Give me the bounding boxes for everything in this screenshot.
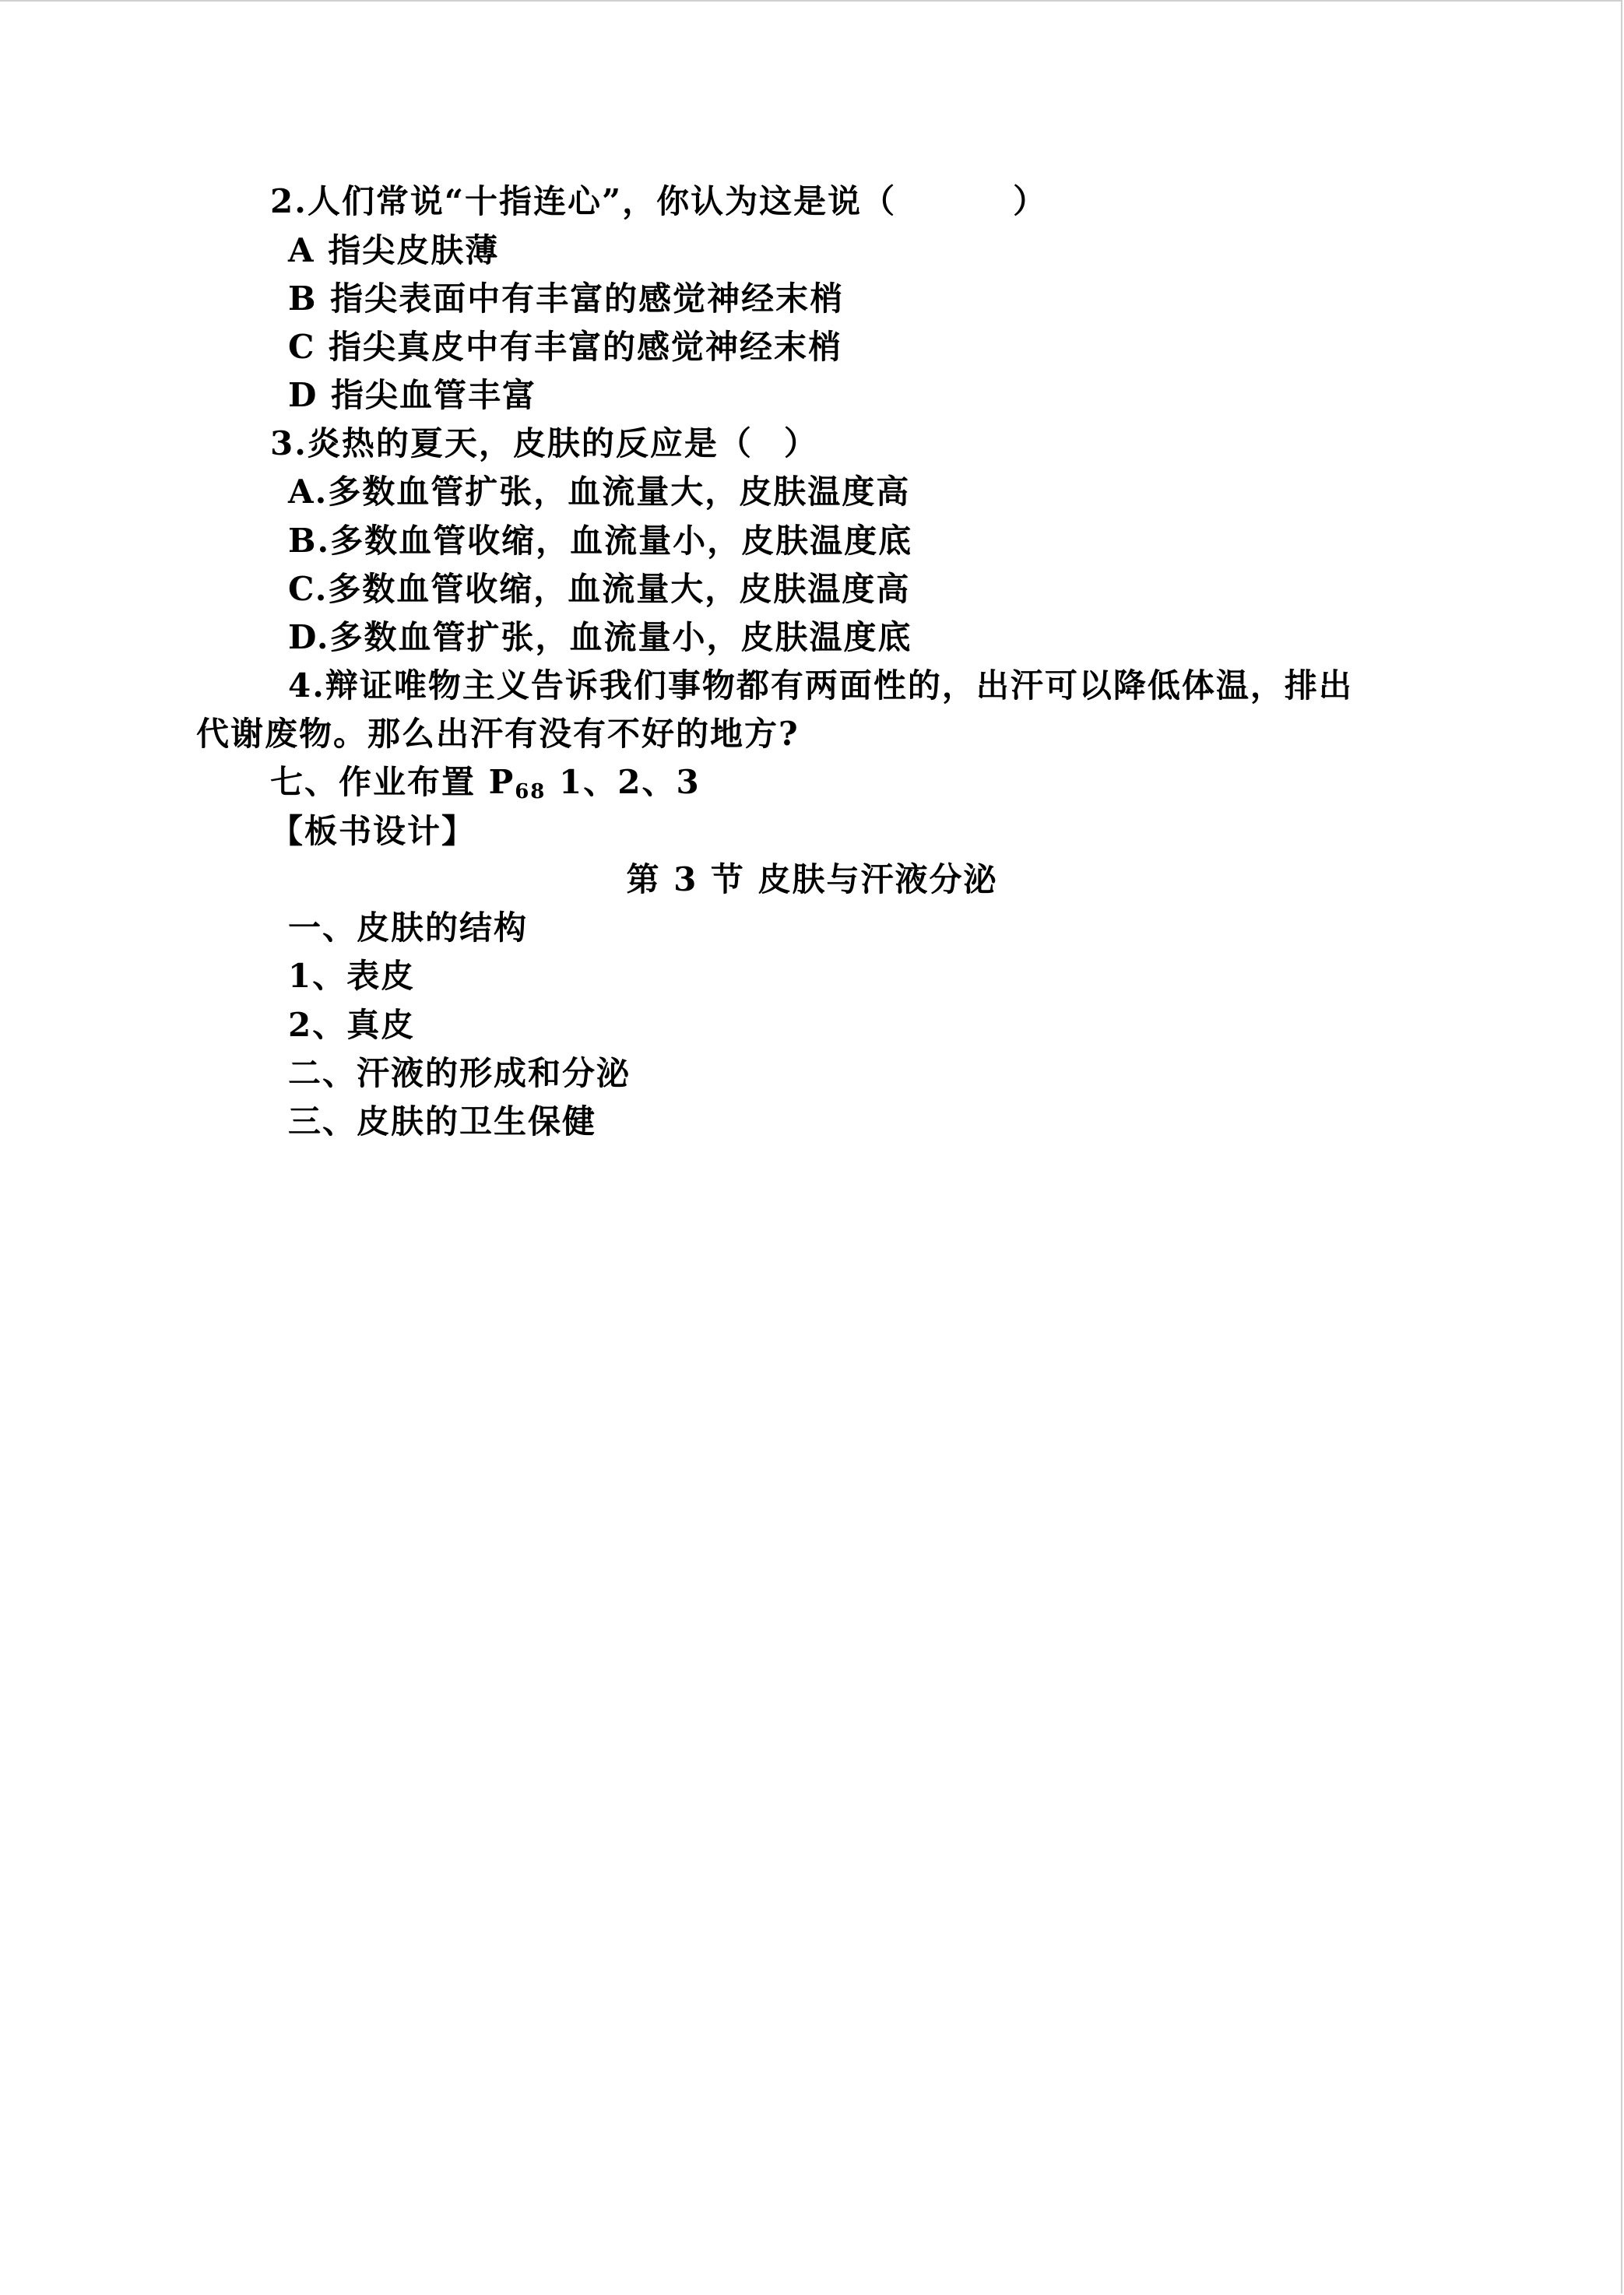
question-3-option-d: D.多数血管扩张，血流量小，皮肤温度底 xyxy=(288,618,912,656)
question-4-line-1: 4.辩证唯物主义告诉我们事物都有两面性的，出汗可以降低体温，排出 xyxy=(288,666,1353,705)
outline-item-5: 三、皮肤的卫生保健 xyxy=(288,1102,597,1140)
homework-line xyxy=(270,758,701,807)
question-2-option-d: D 指尖血管丰富 xyxy=(288,376,537,414)
question-2-close-paren: ） xyxy=(1013,182,1048,220)
homework-page-subscript: 68 xyxy=(515,780,547,803)
homework-suffix: 1、2、3 xyxy=(546,763,701,801)
question-2-stem-text: 2.人们常说“十指连心”，你认为这是说（ xyxy=(270,182,897,220)
question-2-option-a: A 指尖皮肤薄 xyxy=(288,231,500,269)
board-design-heading: 【板书设计】 xyxy=(270,812,476,850)
outline-item-4: 二、汗液的形成和分泌 xyxy=(288,1054,631,1092)
question-2-option-c: C 指尖真皮中有丰富的感觉神经末梢 xyxy=(288,328,843,366)
question-3-stem xyxy=(270,420,818,468)
question-3-option-a: A.多数血管扩张，血流量大，皮肤温度高 xyxy=(288,473,911,511)
question-3-stem-text: 3.炎热的夏天，皮肤的反应是（ xyxy=(270,424,753,462)
question-3-close-paren: ） xyxy=(783,424,818,462)
homework-prefix: 七、作业布置 P xyxy=(270,763,515,801)
outline-item-1: 一、皮肤的结构 xyxy=(288,909,529,947)
question-3-option-b: B.多数血管收缩，血流量小，皮肤温度底 xyxy=(288,522,913,560)
question-3-option-c: C.多数血管收缩，血流量大，皮肤温度高 xyxy=(288,570,911,608)
outline-item-2: 1、表皮 xyxy=(288,957,416,995)
question-2-option-b: B 指尖表面中有丰富的感觉神经末梢 xyxy=(288,279,845,318)
question-4-line-2: 代谢废物。那么出汗有没有不好的地方? xyxy=(196,715,800,753)
outline-item-3: 2、真皮 xyxy=(288,1006,416,1044)
question-2-stem xyxy=(270,177,1047,226)
board-design-title: 第 3 节 皮肤与汗液分泌 xyxy=(626,860,998,898)
